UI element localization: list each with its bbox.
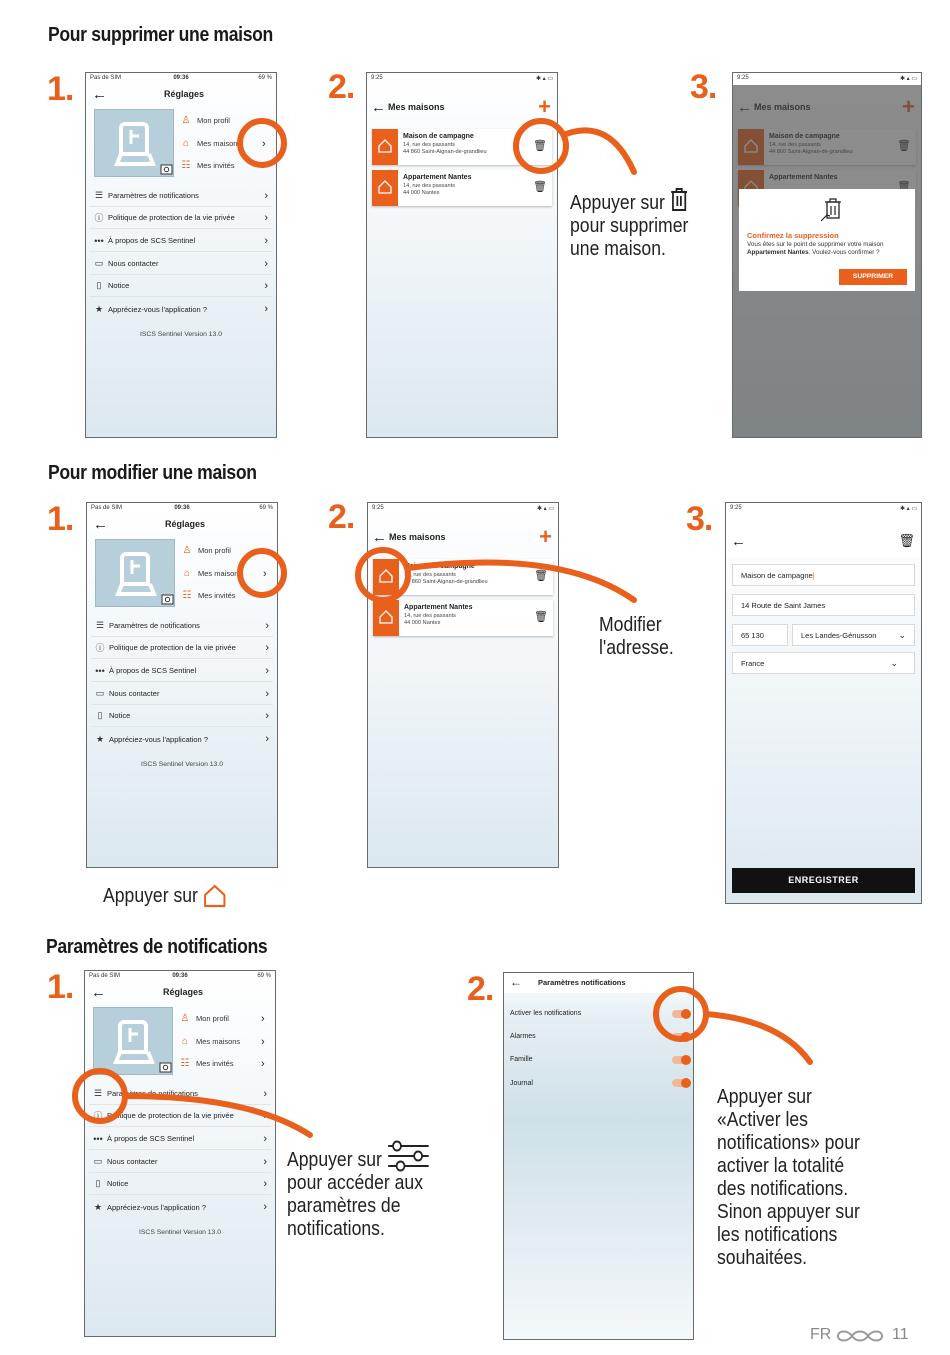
phone-maisons [367, 502, 559, 868]
info-icon: ⓘ [94, 213, 104, 223]
confirm-dialog [739, 189, 915, 291]
footer-lang: FR [810, 1326, 832, 1343]
avatar[interactable] [95, 539, 175, 607]
trash-icon [670, 187, 689, 213]
guests-icon: ☷ [182, 590, 192, 601]
house-address: 14, rue des passants 44 000 Nantes [403, 183, 455, 196]
sliders-icon: ☰ [95, 620, 105, 630]
house-card[interactable] [373, 559, 553, 595]
trash-icon[interactable]: 🗑 [534, 570, 548, 582]
menu-item-about[interactable] [91, 660, 273, 682]
house-icon [203, 883, 228, 909]
notif-row-label: Alarmes [510, 1033, 536, 1040]
status-bar [367, 73, 557, 85]
menu-label: Paramètres de notifications [108, 191, 199, 200]
clock: 09:36 [174, 505, 190, 511]
chevron-right-icon: › [265, 664, 269, 677]
house-icon[interactable] [373, 559, 399, 595]
menu-houses[interactable] [181, 567, 267, 580]
house-address: 14, rue des passants 44 860 Saint-Aignan-de-grandlieu [404, 572, 488, 585]
house-icon [372, 129, 398, 165]
chevron-right-icon: › [263, 1177, 267, 1190]
carrier-label: Pas de SIM [91, 505, 123, 511]
status-icons: ✱ ▴ ▭ [899, 76, 917, 82]
step-number: 3. [690, 68, 717, 106]
menu-label: Appréciez-vous l'application ? [107, 1202, 206, 1212]
phone-maisons [366, 72, 558, 438]
text-cursor: | [812, 570, 815, 580]
dialog-text: Vous êtes sur le point de supprimer votre maison Appartement Nantes. Voulez-vous confirmer ? [747, 241, 884, 256]
menu-item-notice[interactable] [89, 1173, 271, 1195]
app-version: ISCS Sentinel Version 13.0 [139, 1229, 221, 1236]
menu-item-rate[interactable] [89, 1196, 271, 1218]
battery-level: 69 % [257, 973, 271, 979]
menu-profile[interactable] [180, 114, 266, 127]
phone-confirm-delete [732, 72, 922, 438]
callout-activate: Appuyer sur «Activer les notifications» pour activer la totalité des notifications. Sinon appuyer sur les notifications souhaitées. [717, 1086, 860, 1269]
menu-label: Mes maisons [196, 1037, 241, 1046]
back-arrow-icon[interactable]: ← [731, 533, 746, 550]
menu-profile[interactable] [179, 1012, 265, 1025]
avatar[interactable] [93, 1007, 173, 1075]
chevron-right-icon: › [263, 567, 267, 580]
menu-item-notifications[interactable] [91, 615, 273, 637]
back-arrow-icon[interactable]: ← [510, 975, 522, 989]
status-bar [726, 503, 921, 515]
chevron-right-icon: › [262, 137, 266, 150]
trash-icon[interactable]: 🗑 [534, 611, 548, 623]
menu-item-rate[interactable] [91, 728, 273, 750]
step-number: 1. [47, 500, 74, 538]
phone-notification-settings [503, 972, 694, 1340]
trash-icon[interactable]: 🗑 [533, 181, 547, 193]
menu-guests[interactable] [179, 1057, 265, 1070]
status-icons: ✱ ▴ ▭ [536, 506, 554, 512]
menu-label: À propos de SCS Sentinel [107, 1134, 195, 1143]
star-icon: ★ [94, 303, 104, 314]
toggle-family[interactable] [672, 1056, 690, 1064]
menu-item-privacy[interactable] [90, 207, 272, 229]
back-arrow-icon[interactable]: ← [371, 99, 386, 116]
chat-icon: ▭ [94, 258, 104, 268]
guests-icon: ☷ [180, 1058, 190, 1069]
toggle-journal[interactable] [672, 1079, 690, 1087]
postcode-field[interactable]: 65 130 [732, 624, 788, 646]
field-value: Maison de campagne [741, 570, 813, 580]
chevron-right-icon: › [261, 1035, 265, 1048]
step-number: 3. [686, 500, 713, 538]
menu-item-about[interactable] [89, 1128, 271, 1150]
add-house-icon[interactable]: + [538, 94, 551, 119]
menu-label: Mes invités [197, 161, 235, 170]
chevron-down-icon: ⌄ [890, 657, 898, 668]
menu-label: À propos de SCS Sentinel [108, 236, 196, 245]
menu-label: Nous contacter [107, 1157, 158, 1166]
app-version: ISCS Sentinel Version 13.0 [141, 761, 223, 768]
menu-label: Paramètres de notifications [107, 1089, 198, 1098]
status-bar [85, 971, 275, 983]
user-avatar-icon [95, 110, 175, 178]
clock: 9:25 [730, 505, 742, 511]
chevron-right-icon: › [263, 1155, 267, 1168]
select-value: Les Landes-Génusson [801, 630, 877, 640]
chevron-right-icon: › [262, 159, 266, 172]
page-number: 11 [892, 1326, 909, 1343]
chevron-right-icon: › [263, 1132, 267, 1145]
notif-row-label: Activer les notifications [510, 1010, 582, 1017]
menu-label: Mon profil [198, 546, 231, 555]
menu-label: Mes invités [198, 591, 236, 600]
status-bar [733, 73, 921, 85]
clock: 09:36 [173, 75, 189, 81]
back-arrow-icon[interactable]: ← [372, 529, 387, 546]
phone-edit-house [725, 502, 922, 904]
menu-label: Nous contacter [109, 689, 160, 698]
document-icon: ▯ [95, 1178, 101, 1188]
menu-label: Politique de protection de la vie privée [107, 1111, 234, 1120]
house-icon: ⌂ [181, 1036, 189, 1047]
menu-label: Mes invités [196, 1059, 234, 1068]
step-number: 1. [47, 968, 74, 1006]
back-arrow-icon[interactable]: ← [91, 984, 106, 1001]
menu-label: À propos de SCS Sentinel [109, 666, 197, 675]
status-bar [368, 503, 558, 515]
chevron-right-icon: › [264, 303, 268, 315]
house-name: Maison de campagne [403, 133, 474, 140]
house-icon: ⌂ [183, 568, 191, 579]
step-number: 2. [467, 970, 494, 1008]
settings-title: Réglages [165, 519, 206, 529]
menu-label: Paramètres de notifications [109, 621, 200, 630]
chevron-right-icon: › [264, 257, 268, 270]
menu-label: Mes maisons [197, 139, 242, 148]
guests-icon: ☷ [181, 160, 191, 171]
back-arrow-icon[interactable]: ← [93, 516, 108, 533]
clock: 9:25 [372, 505, 384, 511]
dots-icon: ••• [94, 235, 104, 246]
sliders-icon [387, 1140, 431, 1172]
back-arrow-icon[interactable]: ← [92, 86, 107, 103]
menu-label: Notice [108, 281, 130, 290]
menu-houses[interactable] [180, 137, 266, 150]
chevron-right-icon: › [261, 1057, 265, 1070]
menu-guests[interactable] [180, 159, 266, 172]
step-number: 2. [328, 498, 355, 536]
section-title-modify: Pour modifier une maison [48, 462, 257, 484]
menu-item-about[interactable] [90, 230, 272, 252]
confirm-delete-button[interactable]: SUPPRIMER [839, 269, 907, 285]
menu-label: Notice [107, 1179, 129, 1188]
menu-label: Appréciez-vous l'application ? [109, 734, 208, 744]
menu-label: Mon profil [197, 116, 230, 125]
menu-label: Mes maisons [198, 569, 243, 578]
chevron-right-icon: › [261, 1012, 265, 1025]
chevron-right-icon: › [263, 1201, 267, 1213]
person-icon: ♙ [180, 1013, 190, 1024]
carrier-label: Pas de SIM [90, 75, 122, 81]
avatar[interactable] [94, 109, 174, 177]
phone-settings [85, 72, 277, 438]
settings-title: Réglages [163, 987, 204, 997]
status-icons: ✱ ▴ ▭ [535, 76, 553, 82]
notif-row-label: Famille [510, 1056, 533, 1063]
trash-icon[interactable]: 🗑 [898, 533, 915, 548]
callout-press-home: Appuyer sur [103, 883, 227, 909]
maisons-title: Mes maisons [388, 102, 445, 112]
chevron-right-icon: › [263, 1109, 267, 1122]
toggle-alarms[interactable] [672, 1033, 690, 1041]
chevron-right-icon: › [264, 234, 268, 247]
status-bar [86, 73, 276, 85]
chat-icon: ▭ [95, 688, 105, 698]
chevron-right-icon: › [262, 114, 266, 127]
house-icon: ⌂ [182, 138, 190, 149]
menu-item-contact[interactable] [91, 683, 273, 705]
house-card[interactable] [373, 600, 553, 636]
step-number: 1. [47, 70, 74, 108]
chat-icon: ▭ [93, 1156, 103, 1166]
house-name: Appartement Nantes [404, 604, 473, 611]
info-icon: ⓘ [93, 1111, 103, 1121]
chevron-right-icon: › [264, 211, 268, 224]
menu-label: Politique de protection de la vie privée [108, 213, 235, 222]
info-icon: ⓘ [95, 643, 105, 653]
dialog-title: Confirmez la suppression [747, 231, 839, 240]
menu-item-contact[interactable] [89, 1151, 271, 1173]
menu-label: Nous contacter [108, 259, 159, 268]
menu-label: Notice [109, 711, 131, 720]
section-title-notifications: Paramètres de notifications [46, 936, 268, 958]
menu-item-privacy[interactable] [89, 1105, 271, 1127]
carrier-label: Pas de SIM [89, 973, 121, 979]
notif-row-label: Journal [510, 1080, 533, 1087]
chevron-right-icon: › [263, 544, 267, 557]
callout-modify: Modifier l'adresse. [599, 614, 674, 659]
chevron-right-icon: › [265, 733, 269, 745]
phone-settings [84, 970, 276, 1337]
sliders-icon: ☰ [94, 190, 104, 200]
document-icon: ▯ [97, 710, 103, 720]
menu-item-notifications[interactable] [89, 1083, 271, 1105]
chevron-right-icon: › [264, 189, 268, 202]
chevron-right-icon: › [265, 687, 269, 700]
menu-label: Mon profil [196, 1014, 229, 1023]
star-icon: ★ [95, 733, 105, 744]
dots-icon: ••• [95, 665, 105, 676]
save-button[interactable]: ENREGISTRER [732, 868, 915, 893]
chevron-right-icon: › [264, 279, 268, 292]
menu-item-notifications[interactable] [90, 185, 272, 207]
section-title-delete: Pour supprimer une maison [48, 24, 273, 46]
chevron-right-icon: › [263, 1087, 267, 1100]
menu-item-privacy[interactable] [91, 637, 273, 659]
status-bar [87, 503, 277, 515]
menu-label: Appréciez-vous l'application ? [108, 304, 207, 314]
select-value: France [741, 658, 765, 668]
person-icon: ♙ [181, 115, 191, 126]
star-icon: ★ [93, 1201, 103, 1212]
battery-level: 69 % [259, 505, 273, 511]
phone-settings [86, 502, 278, 868]
chevron-right-icon: › [265, 709, 269, 722]
app-version: ISCS Sentinel Version 13.0 [140, 331, 222, 338]
menu-item-notice[interactable] [91, 705, 273, 727]
house-address: 14, rue des passants 44 000 Nantes [404, 613, 456, 626]
user-avatar-icon [94, 1008, 174, 1076]
callout-notifications: Appuyer sur pour accéder aux paramètres de notifications. [287, 1140, 431, 1241]
chevron-down-icon: ⌄ [898, 629, 906, 640]
chevron-right-icon: › [263, 589, 267, 602]
brand-logo-icon [834, 1326, 886, 1346]
user-avatar-icon [96, 540, 176, 608]
step-number: 2. [328, 68, 355, 106]
menu-houses[interactable] [179, 1035, 265, 1048]
house-card[interactable] [372, 129, 552, 165]
street-field[interactable]: 14 Route de Saint James [732, 594, 915, 616]
trash-hand-icon [819, 193, 845, 223]
house-name: Appartement Nantes [403, 174, 472, 181]
settings-title: Réglages [164, 89, 205, 99]
pointer-line [706, 1014, 810, 1062]
battery-level: 69 % [258, 75, 272, 81]
pointer-line [566, 130, 634, 172]
house-icon[interactable] [373, 600, 399, 636]
document-icon: ▯ [96, 280, 102, 290]
maisons-title: Mes maisons [389, 532, 446, 542]
house-name-field[interactable] [732, 564, 915, 586]
chevron-right-icon: › [265, 619, 269, 632]
menu-item-notice[interactable] [90, 275, 272, 297]
sliders-icon: ☰ [93, 1088, 103, 1098]
dots-icon: ••• [93, 1133, 103, 1144]
menu-item-rate[interactable] [90, 298, 272, 320]
menu-item-contact[interactable] [90, 253, 272, 275]
add-house-icon[interactable]: + [539, 524, 552, 549]
toggle-activate-all[interactable] [672, 1010, 690, 1018]
house-address: 14, rue des passants 44 860 Saint-Aignan-de-grandlieu [403, 142, 487, 155]
callout-delete: Appuyer sur pour supprimer une maison. [570, 187, 689, 261]
menu-label: Politique de protection de la vie privée [109, 643, 236, 652]
city-select[interactable] [792, 624, 915, 646]
menu-profile[interactable] [181, 544, 267, 557]
clock: 9:25 [737, 75, 749, 81]
chevron-right-icon: › [265, 641, 269, 654]
country-select[interactable] [732, 652, 915, 674]
house-icon [372, 170, 398, 206]
menu-guests[interactable] [181, 589, 267, 602]
edit-header [726, 515, 921, 557]
house-card[interactable] [372, 170, 552, 206]
status-icons: ✱ ▴ ▭ [899, 506, 917, 512]
trash-icon[interactable]: 🗑 [533, 140, 547, 152]
person-icon: ♙ [182, 545, 192, 556]
notif-title: Paramètres notifications [538, 978, 626, 987]
house-name: Maison de campagne [404, 563, 475, 570]
clock: 09:36 [172, 973, 188, 979]
clock: 9:25 [371, 75, 383, 81]
